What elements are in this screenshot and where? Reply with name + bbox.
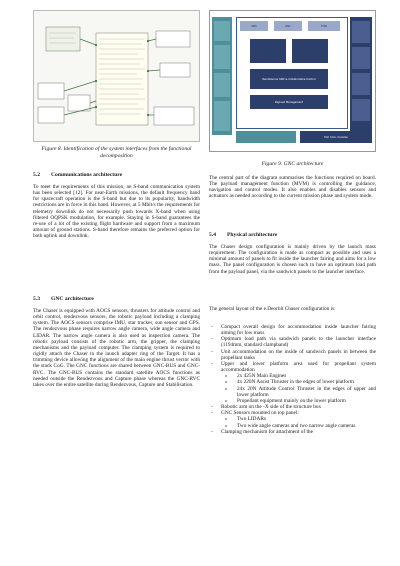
section-title: Communications architecture xyxy=(51,172,123,178)
diagram-left-block xyxy=(214,21,230,41)
paragraph-layout-intro: The general layout of the e.Deorbit Chaser configuration is: xyxy=(209,306,336,312)
section-number: 5.4 xyxy=(209,232,216,238)
sub-list-item: o Propellant equipment mainly on the lower platform xyxy=(209,398,376,404)
list-item: - Clamping mechanism for attachment of the xyxy=(209,429,376,435)
section-title: GNC architecture xyxy=(51,296,94,302)
section-5-4-heading xyxy=(209,232,277,238)
section-5-3-heading xyxy=(33,296,94,302)
diagram-obc-block: OBC xyxy=(240,21,268,31)
diagram-left-block xyxy=(214,45,230,69)
paragraph-communications: To meet the requirements of this mission, an S-band communication system has been selected [12]. For near-Earth missions, the default frequency band for spacecraft operation is the S-band but due to its popularity, bandwidth restrictions are in force in this band. However, at 5 Mbit/s the requirements for telemetry downlink do not necessarily push towards X-band when using filtered OQPSK modulation, for example. Staying in S-band guarantees the re-use of a lot of the existing flight hardware and support from a maximum amount of ground stations. S-band therefore remains the preferred option for both uplink and downlink. xyxy=(33,184,200,240)
sub-list-item: o 4x 220N Assist Thruster in the edges of lower platform xyxy=(209,379,376,385)
diagram-left-block xyxy=(214,101,230,131)
list-item: - Compact overall design for accommodation inside launcher fairing aiming for low mass xyxy=(209,324,376,336)
sub-list-item: o Two LIDARs xyxy=(209,416,376,422)
figure-8-diagram xyxy=(33,10,200,142)
figure-8-caption: Figure 8. Identification of the system interfaces from the functional decomposition xyxy=(41,146,192,159)
section-number: 5.2 xyxy=(33,172,40,178)
diagram-gnc-block: GNC xyxy=(274,21,302,31)
paragraph-architecture-summary: The central part of the diagram summarises the functions required on board. The payload management function (MVM) is controlling the guidance, navigation and control modes. It also enables and disables sensors and actuators as needed according to the current mission phase and system mode. xyxy=(209,175,376,200)
list-item: - Robotic arm on the -X side of the structure box xyxy=(209,404,376,410)
diagram-bottom-bar xyxy=(236,131,296,143)
interface-diagram-svg xyxy=(34,11,199,141)
section-number: 5.3 xyxy=(33,296,40,302)
sub-list-item: o 24x 20N Attitude Control Thruster in the edges of upper and lower platform xyxy=(209,386,376,398)
diagram-payload-block: Payload Management xyxy=(250,95,328,109)
figure-9-caption: Figure 9. GNC architecture xyxy=(261,161,324,167)
diagram-fdir-block: FDIR xyxy=(308,21,340,31)
diagram-right-block xyxy=(352,47,370,69)
sub-list-item: o 2x 425N Main Engines xyxy=(209,373,376,379)
diagram-bottom-console: PLC Com. Console xyxy=(300,131,372,143)
list-item: - GNC Sensors mounted on top panel: xyxy=(209,410,376,416)
figure-9-diagram xyxy=(209,10,376,152)
diagram-left-block xyxy=(214,73,230,97)
layout-list xyxy=(209,324,376,435)
section-5-2-heading xyxy=(33,172,122,178)
paragraph-physical-architecture: The Chaser design configuration is mainly driven by the launch mass requirement. The configuration is made as compact as possible and uses a minimal amount of panels to fit inside the launcher fairing and aims for a low mass. The panel configuration is chosen such to have an optimum load path from the payload panel, via the sandwich panels to the launcher interface. xyxy=(209,244,376,275)
sub-list-item: o Two wide angle cameras and two narrow angle cameras xyxy=(209,423,376,429)
list-item: - Optimum load path via sandwich panels to the launcher interface (1194mm, standard clampband) xyxy=(209,336,376,348)
diagram-right-block xyxy=(352,21,370,43)
list-item: - Upper and lower platform area used for propellant system accommodation xyxy=(209,361,376,373)
diagram-mode-block xyxy=(250,39,286,63)
diagram-rendezvous-block: Rendezvous GNC & Collaborative Control xyxy=(250,69,328,89)
diagram-right-block xyxy=(352,73,370,95)
list-item: - Unit accommodation on the inside of sandwich panels in between the propellant tanks xyxy=(209,349,376,361)
diagram-mode-block xyxy=(292,39,328,63)
section-title: Physical architecture xyxy=(227,232,278,238)
paragraph-gnc-architecture: The Chaser is equipped with AOCS sensors, thrusters for attitude control and orbit control, rendezvous sensors, the robotic payload including a clamping system. The AOCS sensors comprise IMU, star tracker, sun sensor and GPS. The rendezvous phase requires narrow angle camera, wide angle camera and LIDAR. The narrow angle camera is also used as inspection camera. The robotic payload consists of the robotic arm, the gripper, the clamping mechanisms and the payload computer. The clamping system is required to rigidly attach the Chaser to the launch adapter ring of the Target. It has a trimming device allowing the alignment of the main engine thrust vector with the stack CoG. The GNC functions are shared between GNC-BUS and GNC-RVC. The GNC-BUS contains the standard satellite AOCS functions as needed outside the Rendezvous and Capture phase whereas the GNC-RVC takes over the entire satellite during Rendezvous, Capture and Stabilisation. xyxy=(33,308,200,388)
diagram-right-block xyxy=(352,99,370,121)
